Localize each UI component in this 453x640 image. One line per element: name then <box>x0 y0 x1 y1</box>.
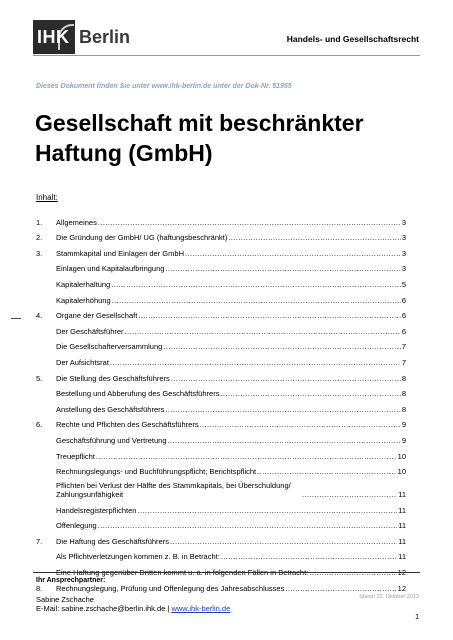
toc-entry-title: Kapitalerhaltung <box>56 279 111 289</box>
toc-dot-leader <box>168 436 401 445</box>
toc-entry-page: 7 <box>401 357 406 367</box>
toc-entry-page: 11 <box>398 490 406 500</box>
toc-entry-page: 3 <box>401 233 406 243</box>
toc-entry-page: 5 <box>401 279 406 289</box>
toc-entry-page: 8 <box>401 373 406 383</box>
toc-dot-leader <box>171 374 401 383</box>
toc-entry[interactable] <box>36 259 406 275</box>
toc-entry-page: 10 <box>397 467 406 477</box>
toc-dot-leader <box>228 233 401 242</box>
header-divider <box>33 55 420 56</box>
toc-entry[interactable] <box>36 228 406 244</box>
document-notice: Dieses Dokument finden Sie unter www.ihk-berlin.de unter der Dok-Nr. 51955 <box>36 83 292 90</box>
toc-entry-title: Die Gesellschafterversammlung <box>56 342 163 352</box>
toc-entry-title: Organe der Gesellschaft <box>56 311 138 321</box>
toc-entry-title: Als Pflichtverletzungen kommen z. B. in Betracht: <box>56 552 220 562</box>
footer-contact-heading: Ihr Ansprechpartner: <box>36 577 106 584</box>
toc-entry-title: Die Stellung des Geschäftsführers <box>56 373 170 383</box>
toc-entry[interactable] <box>36 477 406 500</box>
toc-dot-leader <box>285 584 396 593</box>
toc-entry-title: Der Geschäftsführer <box>56 326 124 336</box>
toc-dot-leader <box>98 218 401 227</box>
toc-entry-page: 11 <box>398 552 406 562</box>
ihk-berlin-logo <box>33 20 173 54</box>
toc-entry[interactable] <box>36 430 406 446</box>
toc-entry-page: 11 <box>398 521 406 531</box>
logo-berlin-text: Berlin <box>79 27 131 47</box>
toc-entry-title: Geschäftsführung und Vertretung <box>56 435 167 445</box>
website-link[interactable]: www.ihk-berlin.de <box>171 604 231 613</box>
toc-entry-page: 6 <box>401 295 406 305</box>
logo-ihk-text: IHK <box>37 27 70 47</box>
toc-dot-leader <box>163 342 401 351</box>
toc-dot-leader <box>257 467 397 476</box>
toc-entry-page: 9 <box>401 435 406 445</box>
footer-divider <box>33 572 420 573</box>
toc-entry-title: Rechnungslegung, Prüfung und Offenlegung des Jahresabschlusses <box>56 583 285 593</box>
toc-dot-leader <box>200 420 401 429</box>
toc-dot-leader <box>138 311 401 320</box>
toc-entry-page: 11 <box>398 536 406 546</box>
toc-heading: Inhalt: <box>36 193 58 202</box>
logo-mark <box>33 20 75 54</box>
toc-entry[interactable] <box>36 352 406 368</box>
toc-dot-leader <box>111 280 401 289</box>
toc-dot-leader <box>221 552 397 561</box>
toc-entry[interactable] <box>36 500 406 516</box>
toc-entry[interactable] <box>36 290 406 306</box>
toc-entry-page: 12 <box>397 568 406 578</box>
toc-entry[interactable] <box>36 446 406 462</box>
page-number: 1 <box>415 614 419 621</box>
toc-entry-page: 3 <box>401 248 406 258</box>
toc-entry-title: Anstellung des Geschäftsführers <box>56 404 165 414</box>
toc-entry-number: 6. <box>36 420 43 430</box>
toc-entry-page: 3 <box>401 217 406 227</box>
toc-entry-title: Kapitalerhöhung <box>56 295 111 305</box>
toc-entry[interactable] <box>36 384 406 400</box>
contact-line <box>36 604 230 613</box>
toc-dot-leader <box>165 264 400 273</box>
toc-dot-leader <box>185 249 401 258</box>
toc-dot-leader <box>170 537 397 546</box>
toc-entry-title: Die Gründung der GmbH/ UG (haftungsbeschränkt) <box>56 233 228 243</box>
toc-entry-title: Der Aufsichtsrat <box>56 357 109 367</box>
toc-entry-page: 7 <box>401 342 406 352</box>
toc-entry-page: 11 <box>398 505 406 515</box>
toc-entry-title: Treuepflicht <box>56 451 95 461</box>
toc-entry[interactable] <box>36 337 406 353</box>
toc-entry-number: 5. <box>36 373 43 383</box>
table-of-contents <box>36 212 406 594</box>
toc-dot-leader <box>125 327 401 336</box>
toc-entry[interactable] <box>36 531 406 547</box>
toc-entry-page: 12 <box>397 583 406 593</box>
toc-dot-leader <box>110 358 401 367</box>
toc-entry[interactable] <box>36 562 406 578</box>
toc-entry[interactable] <box>36 462 406 478</box>
toc-entry[interactable] <box>36 399 406 415</box>
document-date: Stand: 22. Oktober 2013 <box>359 594 419 600</box>
toc-entry-page: 8 <box>401 389 406 399</box>
margin-mark <box>11 318 21 319</box>
toc-entry[interactable] <box>36 274 406 290</box>
toc-entry[interactable] <box>36 547 406 563</box>
toc-entry-title: Offenlegung <box>56 521 97 531</box>
contact-name: Sabine Zschache <box>36 595 94 604</box>
toc-entry-title: Eine Haftung gegenüber Dritten kommt u. a. in folgenden Fällen in Betracht: <box>56 568 309 578</box>
toc-entry-title: Handelsregisterpflichten <box>56 505 137 515</box>
toc-dot-leader <box>98 521 397 530</box>
toc-entry[interactable] <box>36 415 406 431</box>
toc-dot-leader <box>96 452 397 461</box>
toc-entry[interactable] <box>36 306 406 322</box>
toc-entry-title: Rechnungslegungs- und Buchführungspflicht; Berichtspflicht <box>56 467 257 477</box>
toc-entry-page: 10 <box>397 451 406 461</box>
header-section-label: Handels- und Gesellschaftsrecht <box>286 34 419 44</box>
toc-entry-number: 7. <box>36 536 43 546</box>
toc-dot-leader <box>220 389 400 398</box>
toc-entry[interactable] <box>36 321 406 337</box>
contact-email: E-Mail: sabine.zschache@berlin.ihk.de | <box>36 604 172 613</box>
toc-dot-leader <box>137 506 397 515</box>
toc-dot-leader <box>165 405 400 414</box>
toc-entry-page: 6 <box>401 311 406 321</box>
toc-entry-number: 8. <box>36 583 43 593</box>
toc-entry[interactable] <box>36 212 406 228</box>
toc-entry-page: 3 <box>401 264 406 274</box>
page-title: Gesellschaft mit beschränkter Haftung (GmbH) <box>35 110 364 166</box>
toc-entry[interactable] <box>36 516 406 532</box>
toc-dot-leader <box>302 490 397 499</box>
toc-entry-title: Stammkapital und Einlagen der GmbH <box>56 248 184 258</box>
toc-entry-page: 6 <box>401 326 406 336</box>
toc-entry-title: Die Haftung des Geschäftsführers <box>56 536 169 546</box>
toc-entry-number: 3. <box>36 248 43 258</box>
toc-entry-number: 1. <box>36 217 43 227</box>
toc-entry-title: Einlagen und Kapitalaufbringung <box>56 264 165 274</box>
toc-entry-number: 4. <box>36 311 43 321</box>
toc-entry-page: 9 <box>401 420 406 430</box>
toc-entry-title: Pflichten bei Verlust der Hälfte des Stammkapitals, bei Überschuldung/ Zahlungsunfähigkeit <box>56 481 291 500</box>
toc-entry-number: 2. <box>36 233 43 243</box>
toc-entry-page: 8 <box>401 404 406 414</box>
toc-dot-leader <box>112 296 401 305</box>
toc-entry[interactable] <box>36 243 406 259</box>
toc-entry-title: Allgemeines <box>56 217 97 227</box>
toc-entry[interactable] <box>36 368 406 384</box>
toc-entry-title: Bestellung und Abberufung des Geschäftsführers <box>56 389 220 399</box>
toc-entry-title: Rechte und Pflichten des Geschäftsführers <box>56 420 199 430</box>
